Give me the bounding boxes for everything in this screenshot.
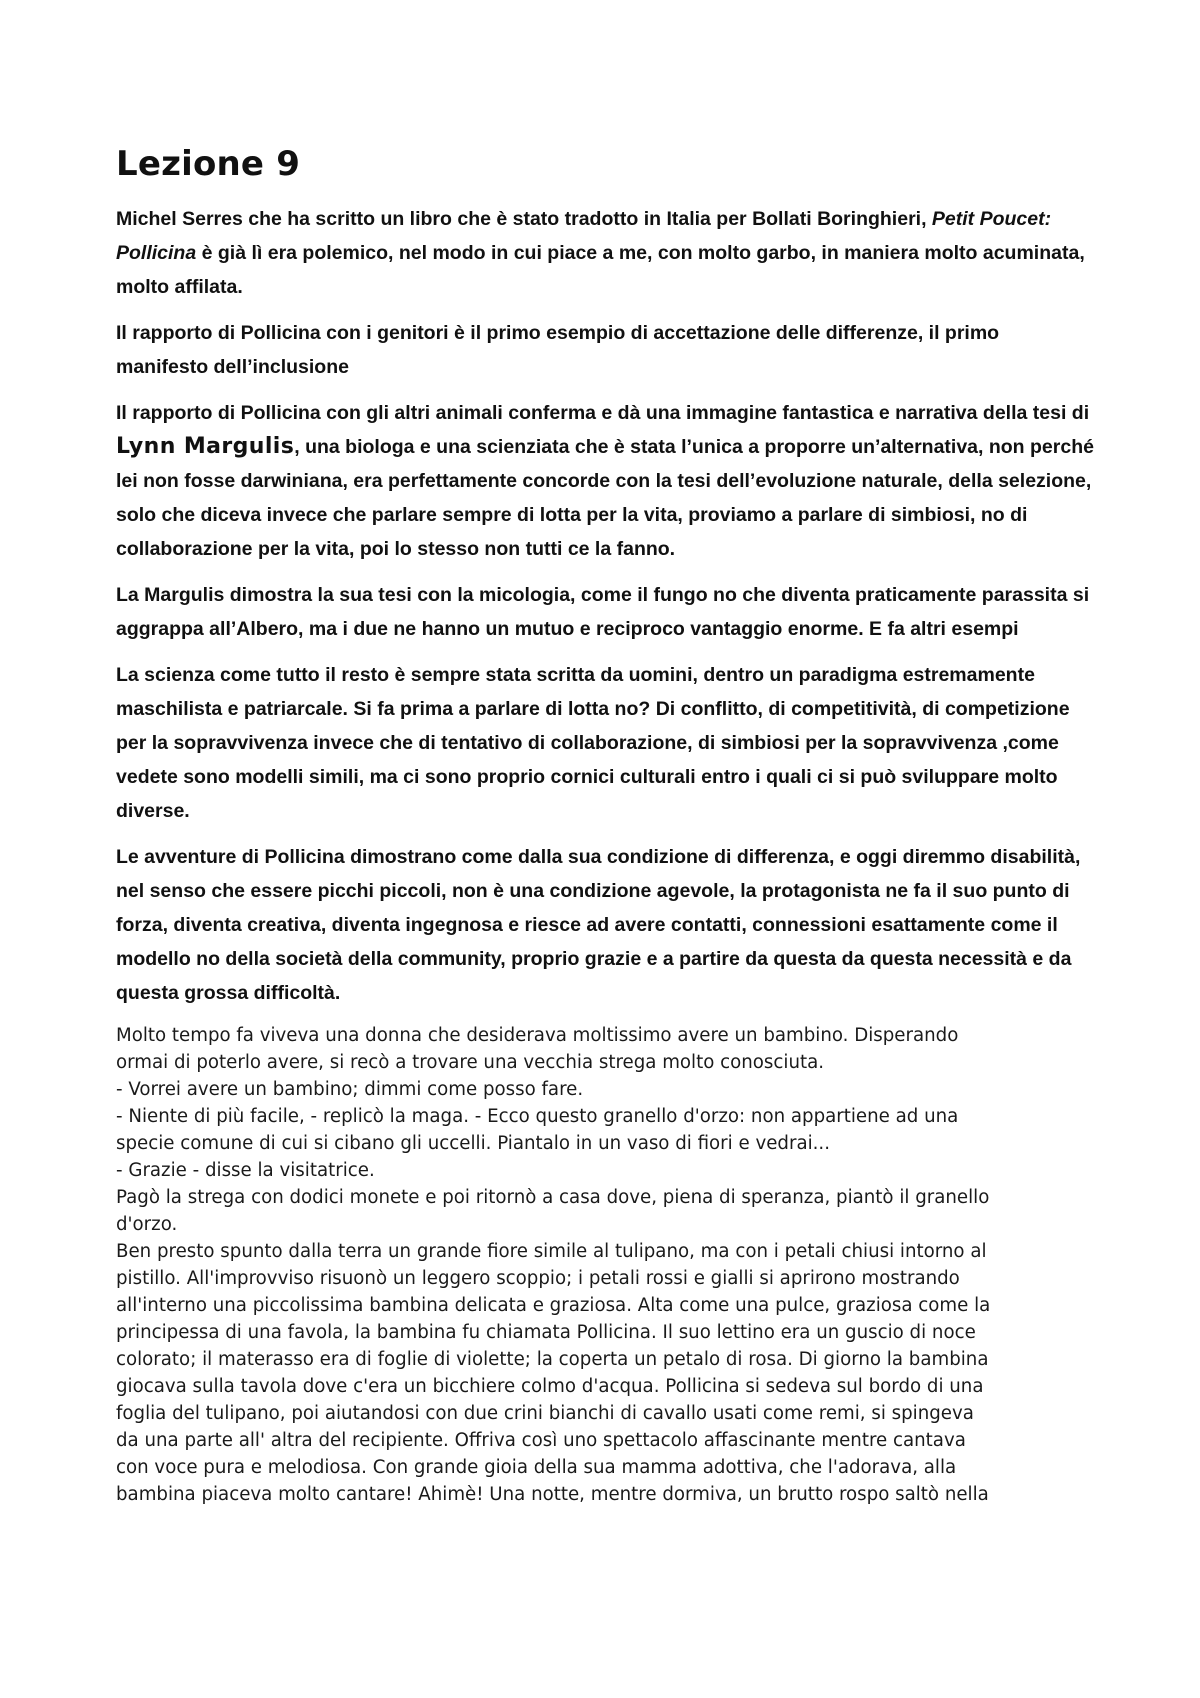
paragraph-adventures: Le avventure di Pollicina dimostrano come dalla sua condizione di differenza, e oggi diremmo disabilità, nel senso che essere picchi piccoli, non è una condizione agevole, la protagonista ne fa il suo punto di forza, diventa creativa, diventa ingegnosa e riesce ad avere contatti, connessioni esattamente come il modello no della società della community, proprio grazie e a partire da questa da questa necessità e da questa grossa difficoltà. bbox=[116, 846, 1081, 1004]
story-line: Pagò la strega con dodici monete e poi ritornò a casa dove, piena di speranza, piantò il granello bbox=[116, 1187, 990, 1208]
lesson-title: Lezione 9 bbox=[116, 144, 301, 184]
story-line: bambina piaceva molto cantare! Ahimè! Una notte, mentre dormiva, un brutto rospo saltò nella bbox=[116, 1484, 989, 1505]
story-line: - Niente di più facile, - replicò la maga. - Ecco questo granello d'orzo: non appartiene ad una bbox=[116, 1106, 959, 1127]
story-line: colorato; il materasso era di foglie di violette; la coperta un petalo di rosa. Di giorno la bambina bbox=[116, 1349, 989, 1370]
paragraph-micology: La Margulis dimostra la sua tesi con la micologia, come il fungo no che diventa praticamente parassita si aggrappa all’Albero, ma i due ne hanno un mutuo e reciproco vantaggio enorme. E fa altri esempi bbox=[116, 584, 1090, 640]
paragraph-text: Michel Serres che ha scritto un libro che è stato tradotto in Italia per Bollati Boringhieri, bbox=[116, 208, 932, 230]
story-line: - Grazie - disse la visitatrice. bbox=[116, 1160, 375, 1181]
paragraph-margulis bbox=[116, 396, 1096, 566]
story-line: giocava sulla tavola dove c'era un bicchiere colmo d'acqua. Pollicina si sedeva sul bordo di una bbox=[116, 1376, 984, 1397]
story-line: specie comune di cui si cibano gli uccelli. Piantalo in un vaso di fiori e vedrai... bbox=[116, 1133, 830, 1154]
story-line: principessa di una favola, la bambina fu chiamata Pollicina. Il suo lettino era un guscio di noce bbox=[116, 1322, 976, 1343]
paragraph-science: La scienza come tutto il resto è sempre stata scritta da uomini, dentro un paradigma estremamente maschilista e patriarcale. Si fa prima a parlare di lotta no? Di conflitto, di competitività, di competizione per la sopravvivenza invece che di tentativo di collaborazione, di simbiosi per la sopravvivenza ,come vedete sono modelli simili, ma ci sono proprio cornici culturali entro i quali ci si può sviluppare molto diverse. bbox=[116, 664, 1070, 822]
paragraph-parents: Il rapporto di Pollicina con i genitori è il primo esempio di accettazione delle differenze, il primo manifesto dell’inclusione bbox=[116, 322, 1000, 378]
paragraph-text: , una biologa e una scienziata che è stata l’unica a proporre un’alternativa, non perché lei non fosse darwiniana, era perfettamente concorde con la tesi dell’evoluzione naturale, della selezione, solo che diceva invece che parlare sempre di lotta per la vita, proviamo a parlare di simbiosi, no di collaborazione per la vita, poi lo stesso non tutti ce la fanno. bbox=[116, 436, 1094, 560]
author-name: Lynn Margulis bbox=[116, 434, 295, 459]
story-line: pistillo. All'improvviso risuonò un leggero scoppio; i petali rossi e gialli si aprirono mostrando bbox=[116, 1268, 960, 1289]
story-line: all'interno una piccolissima bambina delicata e graziosa. Alta come una pulce, graziosa come la bbox=[116, 1295, 991, 1316]
document-body bbox=[116, 142, 1096, 1508]
paragraph-text: Il rapporto di Pollicina con gli altri animali conferma e dà una immagine fantastica e narrativa della tesi di bbox=[116, 402, 1090, 424]
story-line: - Vorrei avere un bambino; dimmi come posso fare. bbox=[116, 1079, 584, 1100]
story-line: Ben presto spunto dalla terra un grande fiore simile al tulipano, ma con i petali chiusi intorno al bbox=[116, 1241, 987, 1262]
fairy-tale-excerpt bbox=[116, 1022, 1096, 1508]
story-line: Molto tempo fa viveva una donna che desiderava moltissimo avere un bambino. Disperando bbox=[116, 1025, 959, 1046]
story-line: con voce pura e melodiosa. Con grande gioia della sua mamma adottiva, che l'adorava, alla bbox=[116, 1457, 957, 1478]
paragraph-text: è già lì era polemico, nel modo in cui piace a me, con molto garbo, in maniera molto acuminata, molto affilata. bbox=[116, 242, 1085, 298]
story-line: ormai di poterlo avere, si recò a trovare una vecchia strega molto conosciuta. bbox=[116, 1052, 825, 1073]
story-line: foglia del tulipano, poi aiutandosi con due crini bianchi di cavallo usati come remi, si spingeva bbox=[116, 1403, 974, 1424]
story-line: da una parte all' altra del recipiente. Offriva così uno spettacolo affascinante mentre cantava bbox=[116, 1430, 966, 1451]
book-title: Petit Poucet: Pollicina bbox=[116, 208, 1052, 264]
story-line: d'orzo. bbox=[116, 1214, 178, 1235]
paragraph-serres bbox=[116, 202, 1096, 304]
